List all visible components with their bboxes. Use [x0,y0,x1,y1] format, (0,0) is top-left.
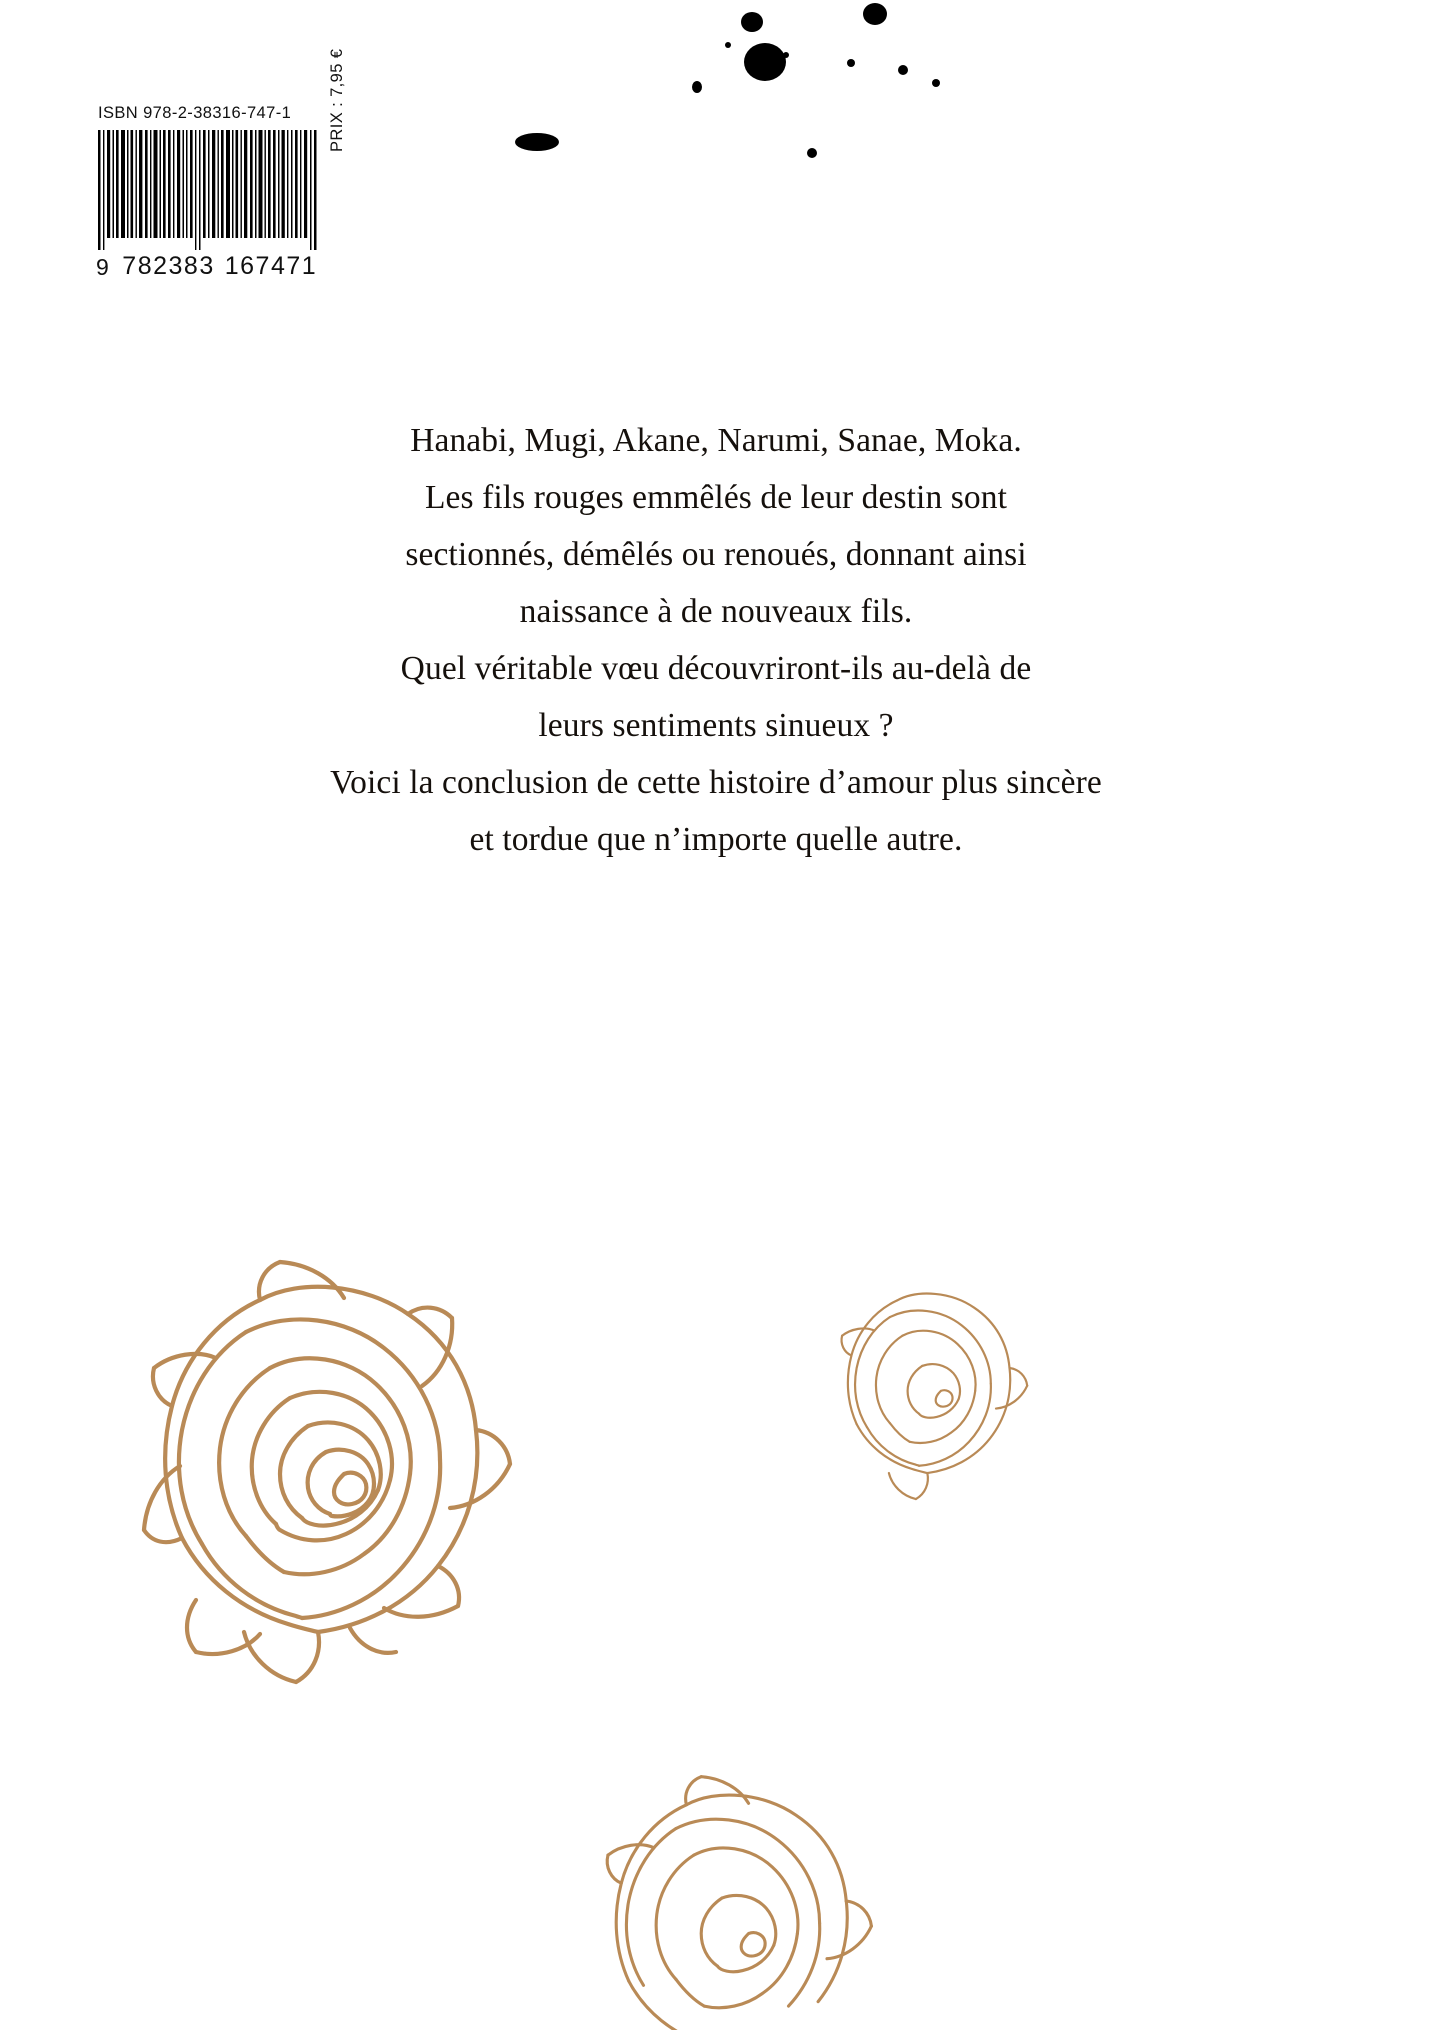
blurb-line: Quel véritable vœu découvriront-ils au-delà de [400,650,1032,687]
barcode-digits [96,252,318,281]
blurb-line: Les fils rouges emmêlés de leur destin sont [424,479,1008,516]
blurb-line: naissance à de nouveaux fils. [519,593,913,630]
barcode-image [96,130,318,250]
rose-decoration [0,1090,1432,2030]
blurb-line: leurs sentiments sinueux ? [538,707,894,744]
price-label: PRIX : 7,95 € [328,48,346,152]
rose-large [144,1262,510,1682]
barcode-digit-group-1: 782383 [122,252,215,280]
back-cover-blurb [0,412,1432,868]
isbn-barcode-block [96,48,346,281]
blurb-line: Hanabi, Mugi, Akane, Narumi, Sanae, Moka. [410,422,1022,459]
rose-decoration-svg [0,1090,1432,2030]
isbn-label: ISBN 978-2-38316-747-1 [98,104,292,122]
rose-bottom-center [607,1777,871,2030]
blurb-line: sectionnés, démêlés ou renoués, donnant ainsi [405,536,1027,573]
barcode-digit-lead: 9 [96,254,111,280]
blurb-line: et tordue que n’importe quelle autre. [469,821,963,858]
rose-small-right [842,1294,1028,1500]
blurb-line: Voici la conclusion de cette histoire d’amour plus sincère [330,764,1102,801]
barcode-digit-group-2: 167471 [224,252,318,280]
